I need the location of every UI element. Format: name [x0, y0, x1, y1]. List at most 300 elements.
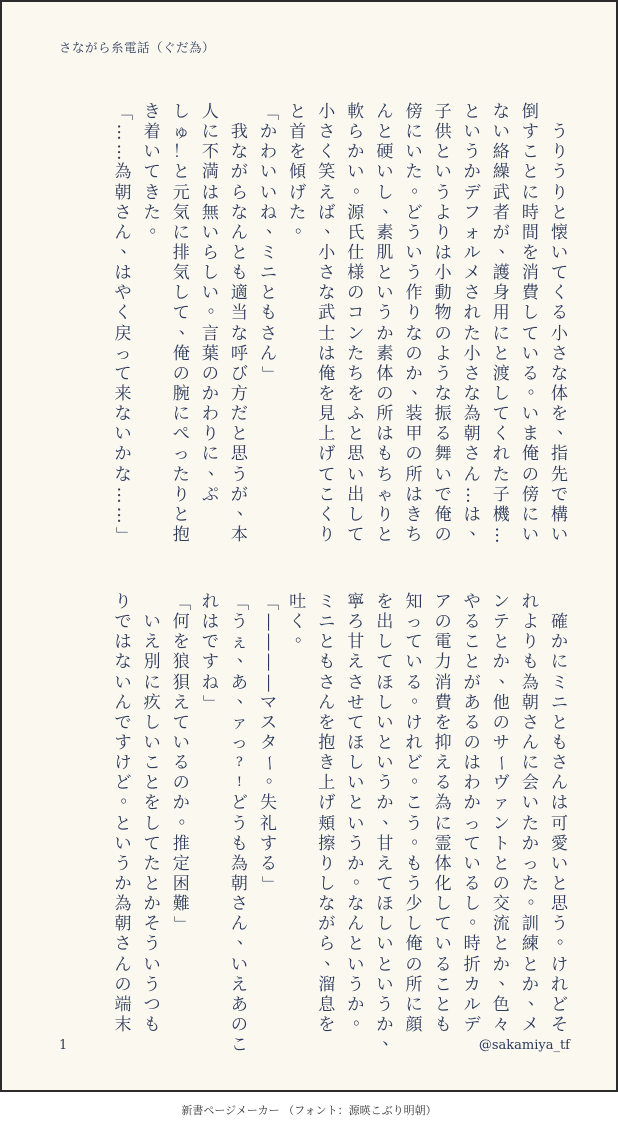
glyph: 武	[492, 182, 510, 203]
text-column	[109, 592, 138, 1055]
glyph: 、	[178, 317, 196, 338]
glyph: れ	[521, 592, 539, 612]
glyph	[548, 102, 570, 122]
text-column	[196, 102, 225, 545]
glyph: も	[550, 732, 568, 753]
glyph: げ	[289, 182, 307, 203]
glyph: 排	[172, 242, 190, 263]
glyph: な	[114, 404, 132, 425]
text-column	[225, 102, 254, 545]
glyph: と	[347, 424, 365, 445]
glyph: …	[113, 506, 134, 524]
glyph: 。	[411, 176, 429, 197]
glyph: し	[376, 182, 394, 203]
glyph: 。	[353, 867, 371, 888]
glyph: い	[550, 853, 568, 874]
glyph: り	[201, 424, 219, 445]
glyph: 。	[469, 908, 487, 929]
glyph: ん	[550, 773, 568, 794]
glyph: ほ	[347, 732, 365, 753]
glyph: 確	[550, 612, 568, 633]
glyph: 様	[347, 263, 365, 284]
glyph: 気	[172, 202, 190, 223]
glyph: 。	[527, 377, 545, 398]
glyph: も	[434, 1014, 452, 1035]
glyph: ン	[492, 813, 510, 834]
glyph: か	[201, 383, 219, 404]
glyph: し	[143, 712, 161, 733]
glyph: 呼	[230, 343, 248, 364]
text-column	[225, 592, 254, 1055]
glyph: ら	[201, 242, 219, 263]
glyph: こ	[521, 142, 539, 163]
glyph: 所	[376, 404, 394, 425]
glyph: 。	[207, 297, 225, 318]
glyph: ゃ	[376, 484, 394, 505]
glyph: 定	[172, 853, 190, 874]
glyph: に	[172, 404, 190, 425]
glyph: 。	[527, 888, 545, 909]
glyph: ァ	[492, 793, 510, 814]
glyph: と	[143, 873, 161, 894]
glyph: 体	[376, 363, 394, 384]
glyph: か	[347, 853, 365, 874]
glyph: し	[376, 692, 394, 713]
glyph: の	[434, 524, 452, 545]
glyph: 。	[411, 686, 429, 707]
glyph: ば	[318, 202, 336, 223]
glyph: 間	[521, 222, 539, 243]
glyph: 為	[434, 793, 452, 814]
glyph: は	[318, 343, 336, 364]
glyph: 、	[266, 216, 284, 237]
glyph: 首	[289, 122, 307, 143]
glyph: う	[143, 974, 161, 995]
glyph: い	[376, 283, 394, 304]
glyph: と	[376, 524, 394, 545]
glyph: い	[143, 142, 161, 163]
glyph: う	[405, 873, 423, 894]
glyph: 吐	[289, 592, 307, 612]
text-block-top	[109, 102, 575, 545]
glyph: そ	[550, 1014, 568, 1035]
glyph: …	[491, 526, 512, 544]
glyph: う	[405, 813, 423, 834]
glyph: に	[405, 122, 423, 143]
glyph: 、	[324, 216, 342, 237]
glyph: ろ	[347, 612, 365, 633]
glyph: い	[347, 464, 365, 485]
glyph: 朝	[521, 692, 539, 713]
glyph: 素	[376, 222, 394, 243]
glyph: い	[201, 283, 219, 304]
glyph: い	[260, 162, 278, 183]
text-column	[429, 102, 458, 545]
glyph: か	[376, 1014, 394, 1035]
glyph: の	[405, 444, 423, 465]
glyph: を	[521, 242, 539, 263]
glyph: ル	[463, 242, 481, 263]
glyph: っ	[521, 853, 539, 874]
glyph: 葉	[201, 343, 219, 364]
glyph: わ	[260, 142, 278, 163]
glyph: と	[492, 934, 510, 955]
glyph: る	[434, 424, 452, 445]
glyph: さ	[230, 894, 248, 915]
glyph: さ	[463, 283, 481, 304]
glyph: が	[230, 484, 248, 505]
glyph: か	[463, 793, 481, 814]
glyph: 軟	[347, 102, 365, 122]
glyph: し	[318, 873, 336, 894]
glyph: か	[143, 894, 161, 915]
glyph: 消	[434, 672, 452, 693]
glyph: す	[260, 833, 278, 854]
glyph: の	[376, 383, 394, 404]
glyph: 上	[318, 424, 336, 445]
glyph: 知	[405, 592, 423, 612]
glyph: !	[236, 775, 243, 791]
glyph: う	[347, 833, 365, 854]
glyph: な	[434, 383, 452, 404]
glyph: し	[143, 813, 161, 834]
glyph: わ	[463, 773, 481, 794]
glyph: 子	[492, 484, 510, 505]
glyph: た	[521, 813, 539, 834]
glyph: 先	[550, 464, 568, 485]
glyph: 繰	[492, 162, 510, 183]
glyph: 。	[266, 767, 284, 788]
glyph: と	[550, 712, 568, 733]
glyph: 、	[236, 498, 254, 519]
glyph: 振	[434, 404, 452, 425]
glyph: 」	[258, 875, 279, 893]
glyph: 時	[463, 934, 481, 955]
glyph: し	[347, 753, 365, 774]
glyph: 機	[492, 504, 510, 525]
glyph: ん	[260, 343, 278, 364]
glyph: と	[376, 122, 394, 143]
glyph: う	[230, 612, 248, 633]
glyph: 小	[463, 343, 481, 364]
glyph: 。	[149, 216, 167, 237]
glyph: 用	[492, 303, 510, 324]
glyph: ん	[114, 222, 132, 243]
glyph: さ	[260, 323, 278, 344]
glyph: デ	[463, 182, 481, 203]
glyph: え	[376, 853, 394, 874]
glyph: ん	[114, 692, 132, 713]
glyph: い	[434, 464, 452, 485]
glyph: と	[521, 162, 539, 183]
glyph: と	[230, 242, 248, 263]
glyph: う	[143, 934, 161, 955]
glyph: し	[347, 504, 365, 525]
glyph: り	[114, 592, 132, 612]
glyph: 絡	[492, 142, 510, 163]
glyph: い	[521, 343, 539, 364]
glyph: う	[463, 142, 481, 163]
glyph: 俺	[318, 363, 336, 384]
glyph: ち	[347, 363, 365, 384]
glyph: こ	[405, 793, 423, 814]
glyph: い	[376, 162, 394, 183]
glyph: 端	[114, 994, 132, 1015]
text-column	[545, 102, 574, 545]
glyph: 」	[200, 694, 221, 712]
glyph: ね	[260, 202, 278, 223]
glyph: が	[492, 222, 510, 243]
glyph: も	[230, 833, 248, 854]
glyph: る	[550, 303, 568, 324]
glyph: 士	[318, 323, 336, 344]
glyph: だ	[230, 404, 248, 425]
glyph: な	[230, 142, 248, 163]
glyph: の	[492, 712, 510, 733]
glyph: ー	[258, 754, 279, 772]
text-column	[283, 592, 312, 1055]
glyph: 渡	[492, 363, 510, 384]
glyph: タ	[260, 732, 278, 753]
glyph: 不	[201, 142, 219, 163]
glyph: と	[492, 343, 510, 364]
glyph: い	[376, 753, 394, 774]
glyph: で	[434, 484, 452, 505]
glyph: い	[434, 934, 452, 955]
glyph: ニ	[318, 612, 336, 633]
text-column	[196, 592, 225, 1055]
glyph: も	[260, 303, 278, 324]
glyph: に	[405, 994, 423, 1015]
glyph: 物	[434, 303, 452, 324]
glyph: は	[463, 753, 481, 774]
glyph: 寧	[347, 592, 365, 612]
glyph: げ	[318, 444, 336, 465]
glyph: は	[114, 263, 132, 284]
glyph: と	[376, 263, 394, 284]
glyph: か	[114, 873, 132, 894]
glyph: い	[434, 162, 452, 183]
glyph: に	[434, 813, 452, 834]
glyph: 所	[405, 974, 423, 995]
glyph	[141, 592, 163, 612]
glyph: う	[376, 303, 394, 324]
glyph: か	[521, 833, 539, 854]
glyph: 抑	[434, 732, 452, 753]
glyph: 傍	[405, 102, 423, 122]
glyph: ぷ	[201, 484, 219, 505]
glyph: 為	[114, 894, 132, 915]
glyph: り	[376, 504, 394, 525]
glyph: に	[521, 504, 539, 525]
glyph: と	[492, 853, 510, 874]
glyph: ふ	[347, 404, 365, 425]
page-number: 1	[59, 1038, 68, 1053]
glyph: 素	[376, 343, 394, 364]
glyph: 、	[120, 236, 138, 257]
glyph: い	[347, 773, 365, 794]
glyph: 倒	[521, 102, 539, 122]
glyph: と	[550, 873, 568, 894]
glyph: い	[405, 652, 423, 673]
glyph: り	[434, 222, 452, 243]
text-column	[312, 102, 341, 545]
glyph: 思	[550, 894, 568, 915]
glyph: サ	[492, 732, 510, 753]
glyph: ぺ	[172, 424, 190, 445]
glyph: い	[172, 732, 190, 753]
glyph: う	[114, 853, 132, 874]
glyph: る	[260, 853, 278, 874]
glyph: 我	[230, 122, 248, 143]
glyph: も	[230, 263, 248, 284]
glyph: 。	[295, 216, 313, 237]
glyph: 。	[353, 176, 371, 197]
glyph: た	[521, 873, 539, 894]
glyph: と	[463, 652, 481, 673]
glyph: 狼	[172, 652, 190, 673]
glyph: 折	[463, 954, 481, 975]
glyph: の	[405, 954, 423, 975]
glyph: た	[172, 464, 190, 485]
glyph: う	[347, 974, 365, 995]
glyph: ど	[230, 793, 248, 814]
glyph: う	[230, 464, 248, 485]
glyph: は	[114, 632, 132, 653]
glyph: 当	[230, 303, 248, 324]
glyph: が	[463, 672, 481, 693]
glyph: 失	[260, 793, 278, 814]
glyph: 指	[550, 444, 568, 465]
glyph: い	[260, 182, 278, 203]
glyph: 「	[229, 593, 250, 611]
glyph: ニ	[260, 263, 278, 284]
glyph: は	[463, 504, 481, 525]
glyph: ォ	[463, 222, 481, 243]
page-title: さながら糸電話（ぐだ為）	[59, 40, 216, 55]
glyph: し	[172, 283, 190, 304]
glyph: っ	[114, 343, 132, 364]
glyph: ん	[521, 732, 539, 753]
glyph: 擦	[318, 833, 336, 854]
glyph: メ	[521, 1014, 539, 1035]
glyph: の	[347, 283, 365, 304]
glyph: こ	[143, 753, 161, 774]
glyph: る	[434, 773, 452, 794]
glyph: 体	[434, 853, 452, 874]
glyph: さ	[463, 444, 481, 465]
glyph: 。	[411, 767, 429, 788]
glyph: 々	[492, 1014, 510, 1035]
glyph: 思	[347, 444, 365, 465]
glyph: 傍	[521, 484, 539, 505]
glyph: 武	[318, 303, 336, 324]
glyph: い	[347, 813, 365, 834]
glyph: い	[143, 732, 161, 753]
glyph: 来	[114, 383, 132, 404]
text-column	[370, 102, 399, 545]
glyph: ら	[230, 182, 248, 203]
glyph: 、	[382, 196, 400, 217]
glyph: あ	[463, 692, 481, 713]
glyph: き	[318, 753, 336, 774]
glyph: さ	[114, 934, 132, 955]
glyph: て	[550, 263, 568, 284]
glyph: か	[492, 652, 510, 673]
text-column	[254, 102, 283, 545]
glyph: の	[521, 464, 539, 485]
glyph: く	[318, 504, 336, 525]
glyph: り	[318, 524, 336, 545]
glyph: や	[463, 592, 481, 612]
glyph: の	[172, 773, 190, 794]
glyph: き	[143, 102, 161, 122]
glyph: か	[114, 444, 132, 465]
glyph: 。	[353, 1008, 371, 1029]
glyph: 可	[550, 813, 568, 834]
glyph: 作	[405, 283, 423, 304]
glyph: ん	[318, 692, 336, 713]
glyph: 色	[492, 994, 510, 1015]
glyph: …	[113, 143, 134, 161]
glyph: ス	[260, 712, 278, 733]
glyph: 体	[550, 383, 568, 404]
glyph: ー	[491, 754, 512, 772]
glyph: 力	[434, 652, 452, 673]
glyph: に	[201, 444, 219, 465]
glyph: て	[318, 464, 336, 485]
glyph: う	[405, 222, 423, 243]
glyph: 、	[236, 646, 254, 667]
glyph: 動	[434, 283, 452, 304]
glyph: と	[521, 954, 539, 975]
glyph: た	[347, 343, 365, 364]
glyph: 。	[556, 928, 574, 949]
glyph: な	[230, 323, 248, 344]
glyph: 流	[492, 914, 510, 935]
footer-credit: 新書ページメーカー （フォント：源暎こぶり明朝）	[181, 1104, 437, 1117]
glyph: こ	[230, 1035, 248, 1056]
glyph: 、	[382, 1029, 400, 1050]
glyph: る	[434, 954, 452, 975]
glyph: う	[434, 182, 452, 203]
glyph: と	[230, 424, 248, 445]
glyph: っ	[172, 444, 190, 465]
glyph: し	[376, 914, 394, 935]
glyph: い	[405, 142, 423, 163]
glyph: 」	[171, 915, 192, 933]
glyph: て	[521, 323, 539, 344]
glyph: け	[550, 954, 568, 975]
glyph: と	[492, 632, 510, 653]
glyph: 腕	[172, 383, 190, 404]
glyph: す	[201, 652, 219, 673]
glyph: な	[463, 383, 481, 404]
glyph: に	[201, 122, 219, 143]
glyph: ね	[201, 672, 219, 693]
glyph: 気	[172, 263, 190, 284]
glyph: ほ	[376, 894, 394, 915]
glyph: さ	[114, 202, 132, 223]
glyph: と	[347, 793, 365, 814]
glyph: を	[318, 712, 336, 733]
glyph: う	[376, 994, 394, 1015]
glyph: こ	[318, 484, 336, 505]
glyph: る	[172, 753, 190, 774]
glyph: な	[492, 102, 510, 122]
glyph: ん	[463, 464, 481, 485]
glyph: び	[230, 363, 248, 384]
